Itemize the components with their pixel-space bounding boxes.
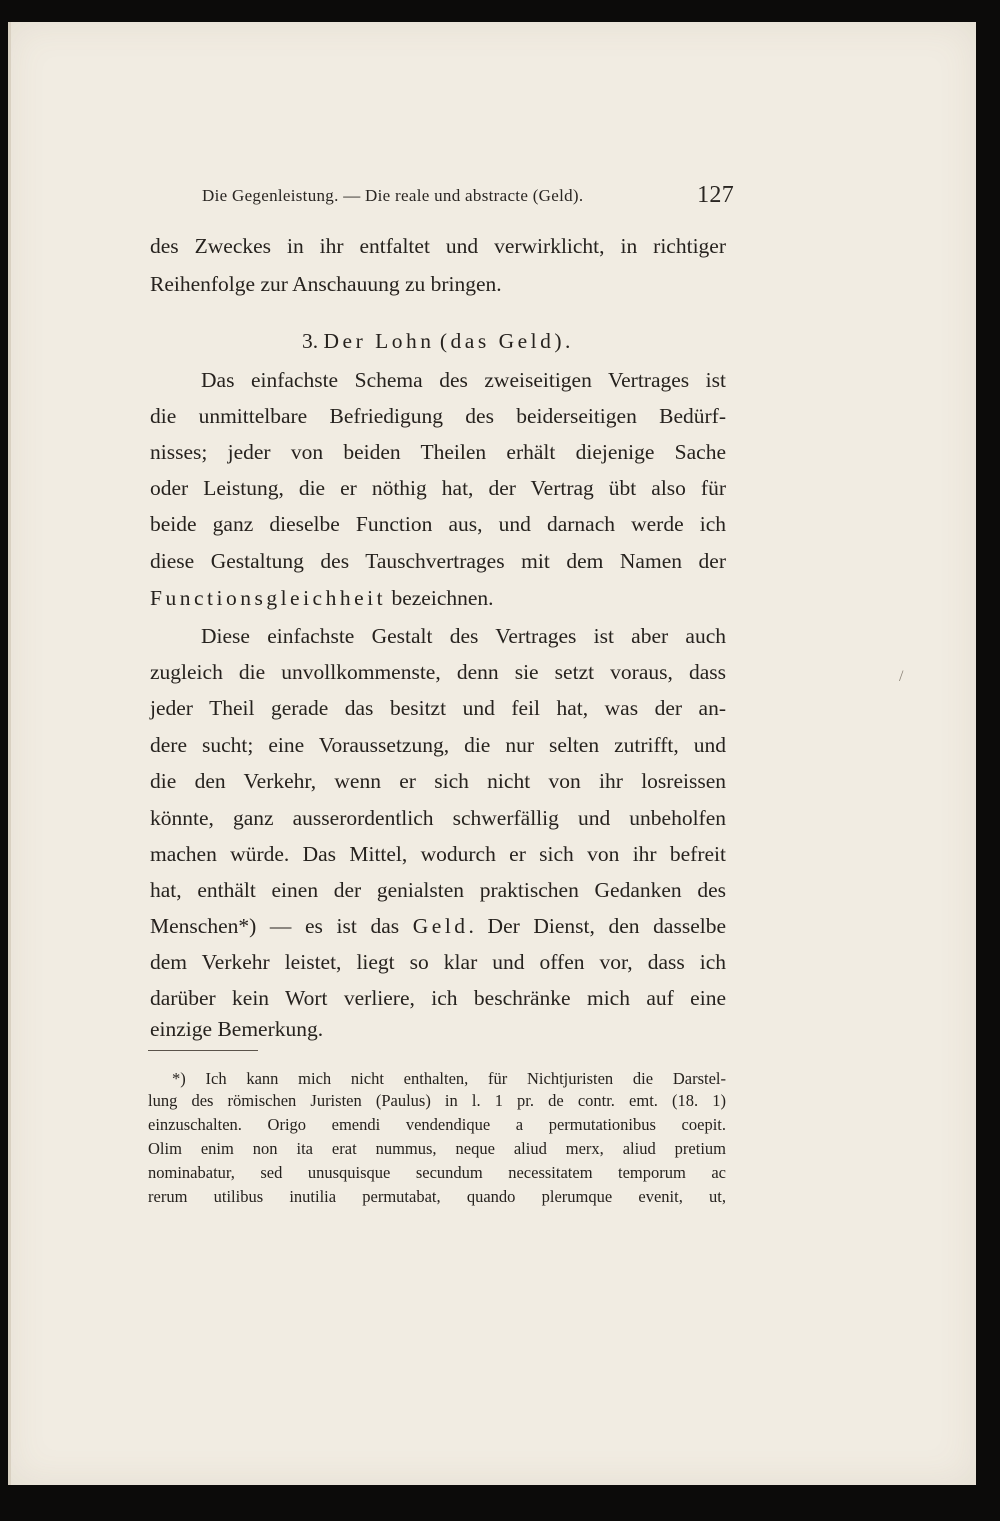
running-title: Die Gegenleistung. — Die reale und abstracte (Geld).	[202, 186, 584, 205]
section-heading	[302, 327, 574, 355]
footnote-line: Olim enim non ita erat nummus, neque aliud merx, aliud pretium	[148, 1139, 726, 1158]
text-line: einzige Bemerkung.	[150, 1017, 324, 1041]
text-run: bezeichnen.	[386, 586, 494, 610]
text-line: hat, enthält einen der genialsten praktischen Gedanken des	[150, 878, 726, 902]
section-number: 3.	[302, 329, 319, 353]
text-line: könnte, ganz ausserordentlich schwerfällig und unbeholfen	[150, 806, 726, 830]
footnote-line: lung des römischen Juristen (Paulus) in l. 1 pr. de contr. emt. (18. 1)	[148, 1091, 726, 1110]
text-line	[150, 912, 726, 940]
emphasis-term: Geld	[412, 914, 469, 938]
text-line: darüber kein Wort verliere, ich beschränke mich auf eine	[150, 986, 726, 1010]
text-line: zugleich die unvollkommenste, denn sie setzt voraus, dass	[150, 660, 726, 684]
text-line: dere sucht; eine Voraussetzung, die nur selten zutrifft, und	[150, 733, 726, 757]
pencil-mark: /	[899, 668, 904, 685]
text-run: Menschen*) — es ist das	[150, 914, 413, 938]
text-run: . Der Dienst, den dasselbe	[468, 914, 727, 938]
text-line: jeder Theil gerade das besitzt und feil hat, was der an-	[150, 696, 726, 720]
text-line: Reihenfolge zur Anschauung zu bringen.	[150, 272, 502, 296]
section-title: Der Lohn	[323, 329, 435, 353]
text-line: diese Gestaltung des Tauschvertrages mit dem Namen der	[150, 549, 726, 573]
footnote-line: einzuschalten. Origo emendi vendendique a permutationibus coepit.	[148, 1115, 726, 1134]
footnote-rule	[148, 1050, 258, 1051]
text-line: die den Verkehr, wenn er sich nicht von ihr losreissen	[150, 769, 726, 793]
text-line	[150, 584, 726, 612]
text-line: oder Leistung, die er nöthig hat, der Vertrag übt also für	[150, 476, 726, 500]
text-line: machen würde. Das Mittel, wodurch er sich von ihr befreit	[150, 842, 726, 866]
text-line: beide ganz dieselbe Function aus, und darnach werde ich	[150, 512, 726, 536]
emphasis-term: Functionsgleichheit	[150, 586, 387, 610]
page-number: 127	[697, 182, 734, 208]
text-line: Diese einfachste Gestalt des Vertrages ist aber auch	[201, 624, 726, 648]
footnote-line: *) Ich kann mich nicht enthalten, für Nichtjuristen die Darstel-	[172, 1069, 726, 1088]
text-line: des Zweckes in ihr entfaltet und verwirklicht, in richtiger	[150, 234, 726, 258]
page-edge	[8, 22, 11, 1485]
text-line: Das einfachste Schema des zweiseitigen Vertrages ist	[201, 368, 726, 392]
footnote-line: nominabatur, sed unusquisque secundum necessitatem temporum ac	[148, 1163, 726, 1182]
section-subtitle: (das Geld).	[439, 329, 574, 353]
text-line: nisses; jeder von beiden Theilen erhält diejenige Sache	[150, 440, 726, 464]
text-line: dem Verkehr leistet, liegt so klar und offen vor, dass ich	[150, 950, 726, 974]
footnote-line: rerum utilibus inutilia permutabat, quando plerumque evenit, ut,	[148, 1187, 726, 1206]
text-line: die unmittelbare Befriedigung des beiderseitigen Bedürf-	[150, 404, 726, 428]
